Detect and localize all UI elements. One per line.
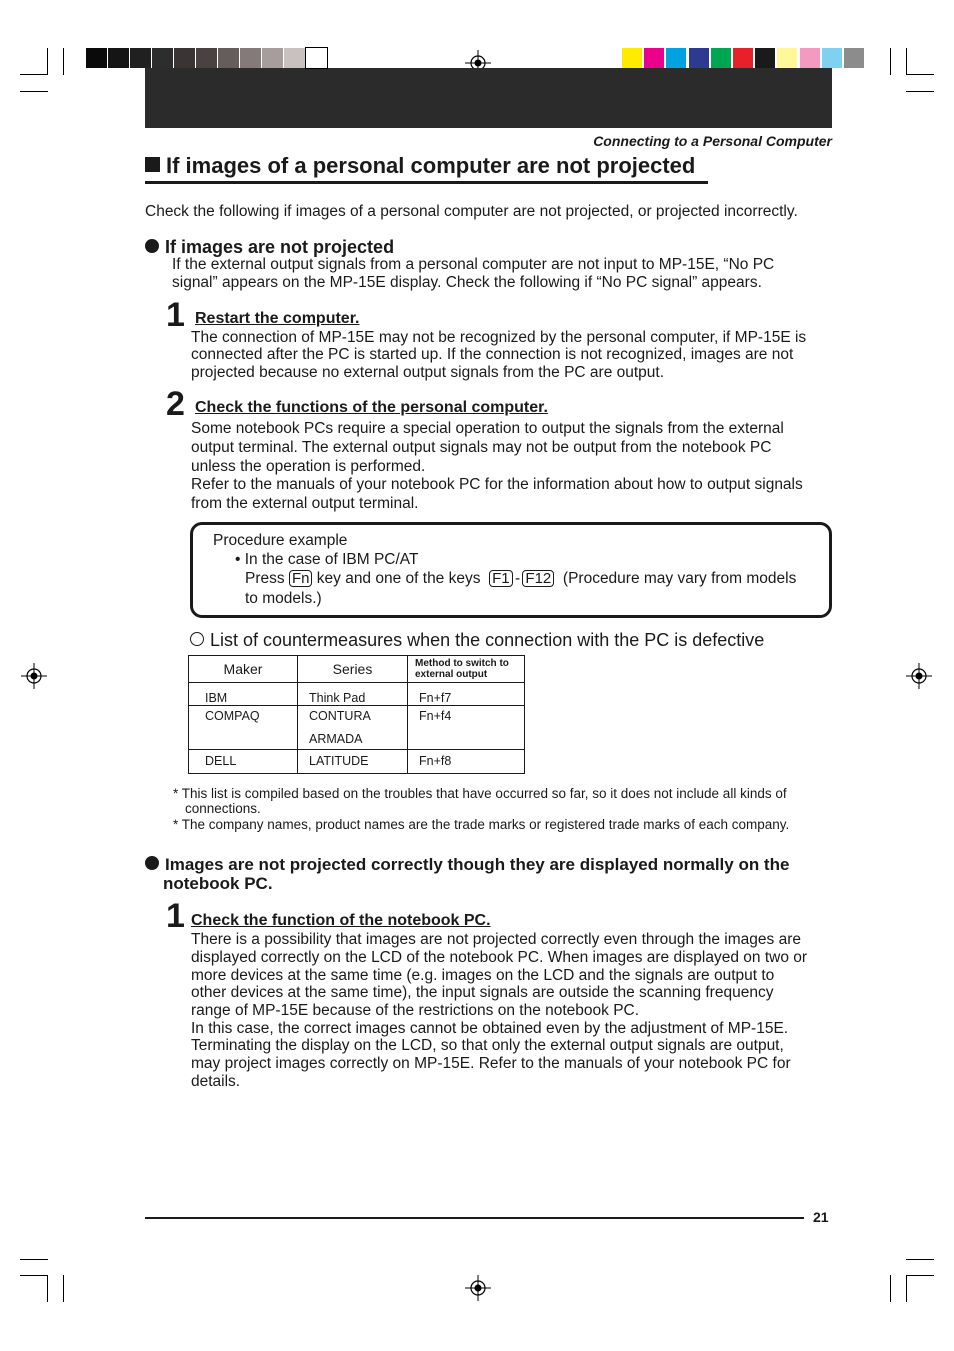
color-swatch bbox=[822, 48, 842, 68]
subheading-text: If images are not projected bbox=[165, 237, 395, 257]
f1-key: F1 bbox=[489, 570, 513, 587]
sub1-intro-line: signal” appears on the MP-15E display. Check the following if “No PC signal” appears. bbox=[172, 274, 762, 291]
section-intro: Check the following if images of a personal computer are not projected, or projected incorrectly. bbox=[145, 203, 798, 220]
crop-mark bbox=[63, 1275, 64, 1302]
cell-method bbox=[408, 706, 525, 750]
procedure-label: Procedure example bbox=[213, 532, 348, 549]
f12-key: F12 bbox=[522, 570, 554, 587]
hollow-circle-bullet-icon bbox=[190, 632, 204, 646]
crop-mark bbox=[906, 74, 934, 75]
list-heading-text: List of countermeasures when the connection with the PC is defective bbox=[210, 630, 765, 650]
step-title: Restart the computer. bbox=[195, 310, 360, 327]
step-body-line: connected after the PC is started up. If the connection is not recognized, images are not bbox=[191, 346, 794, 363]
cell-series bbox=[298, 706, 408, 750]
grayscale-swatch bbox=[108, 48, 129, 68]
grayscale-swatch bbox=[196, 48, 217, 68]
subheading-text-cont: notebook PC. bbox=[163, 874, 273, 893]
step-body-line: other devices at the same time), the input signals are outside the scanning frequency bbox=[191, 984, 774, 1001]
cell-text: IBM bbox=[205, 691, 228, 705]
crop-mark bbox=[906, 48, 907, 75]
crop-mark bbox=[20, 74, 48, 75]
cell-maker bbox=[189, 706, 298, 750]
step-number: 2 bbox=[166, 385, 185, 423]
countermeasures-table bbox=[188, 655, 525, 774]
color-swatch bbox=[711, 48, 731, 68]
grayscale-swatch bbox=[152, 48, 173, 68]
registration-mark-icon bbox=[906, 663, 932, 689]
crop-mark bbox=[890, 1275, 891, 1302]
cell-method bbox=[408, 683, 525, 706]
cell-maker bbox=[189, 683, 298, 706]
grayscale-swatch bbox=[218, 48, 239, 68]
step-number: 1 bbox=[166, 296, 185, 334]
cell-text: LATITUDE bbox=[309, 754, 369, 768]
grayscale-swatch bbox=[306, 48, 327, 68]
crop-mark bbox=[20, 1259, 48, 1260]
header-bar bbox=[145, 68, 832, 128]
step-body-line: may project images correctly on MP-15E. Refer to the manuals of your notebook PC for bbox=[191, 1055, 791, 1072]
color-swatch bbox=[733, 48, 753, 68]
cell-text: ARMADA bbox=[309, 732, 363, 746]
crop-mark bbox=[47, 48, 48, 75]
cell-text: Fn+f8 bbox=[419, 754, 452, 768]
header-maker: Maker bbox=[189, 656, 298, 683]
fn-key: Fn bbox=[289, 570, 313, 587]
color-swatch bbox=[666, 48, 686, 68]
grayscale-swatch bbox=[262, 48, 283, 68]
procedure-keys-line bbox=[245, 570, 796, 589]
color-swatch bbox=[777, 48, 797, 68]
crop-mark bbox=[20, 91, 48, 92]
step-body-line: There is a possibility that images are not projected correctly even through the images are bbox=[191, 931, 801, 948]
page-number: 21 bbox=[813, 1209, 829, 1225]
procedure-tail-2: to models.) bbox=[245, 590, 322, 607]
cell-maker bbox=[189, 750, 298, 774]
step-body-line: displayed correctly on the LCD of the notebook PC. When images are displayed on two or bbox=[191, 949, 808, 966]
grayscale-swatch bbox=[174, 48, 195, 68]
header-method-text: Method to switch to external output bbox=[415, 658, 509, 680]
table-header-row bbox=[189, 656, 525, 683]
square-bullet-icon bbox=[145, 157, 160, 172]
step-body-line: Refer to the manuals of your notebook PC for the information about how to output signals bbox=[191, 476, 803, 493]
procedure-case: • In the case of IBM PC/AT bbox=[235, 551, 419, 568]
step-body-line: more devices at the same time (e.g. images on the LCD and the signals are output to bbox=[191, 967, 775, 984]
step-body-line: projected because no external output signals from the PC are output. bbox=[191, 364, 665, 381]
step-body-line: Terminating the display on the LCD, so that only the external output signals are output, bbox=[191, 1037, 784, 1054]
crop-mark bbox=[906, 1259, 934, 1260]
footnote: * This list is compiled based on the troubles that have occurred so far, so it does not include all kinds of bbox=[173, 786, 787, 801]
cell-series bbox=[298, 750, 408, 774]
color-swatch bbox=[689, 48, 709, 68]
subheading-not-projected bbox=[145, 237, 394, 257]
grayscale-swatch bbox=[130, 48, 151, 68]
filled-circle-bullet-icon bbox=[145, 856, 159, 870]
cell-text: DELL bbox=[205, 754, 237, 768]
table-row bbox=[189, 683, 525, 706]
procedure-tail: (Procedure may vary from models bbox=[562, 570, 797, 587]
list-heading bbox=[190, 629, 764, 651]
cell-text: CONTURA bbox=[309, 709, 371, 723]
crop-mark bbox=[20, 1275, 48, 1276]
step-body-line: The connection of MP-15E may not be recognized by the personal computer, if MP-15E is bbox=[191, 329, 807, 346]
cell-series bbox=[298, 683, 408, 706]
step-title: Check the functions of the personal computer. bbox=[195, 399, 548, 416]
step-title: Check the function of the notebook PC. bbox=[191, 912, 491, 929]
cell-text: COMPAQ bbox=[205, 709, 260, 723]
subheading-not-correct bbox=[145, 855, 789, 875]
table-row bbox=[189, 750, 525, 774]
registration-mark-icon bbox=[465, 1275, 491, 1301]
header-method bbox=[408, 656, 525, 683]
grayscale-swatch bbox=[86, 48, 107, 68]
crop-mark bbox=[906, 91, 934, 92]
crop-mark bbox=[890, 48, 891, 75]
crop-mark bbox=[63, 48, 64, 75]
crop-mark bbox=[906, 1275, 907, 1302]
subheading-text: Images are not projected correctly though they are displayed normally on the bbox=[165, 855, 790, 874]
section-title-text: If images of a personal computer are not projected bbox=[166, 153, 696, 178]
key-dash: - bbox=[514, 570, 521, 587]
color-swatch bbox=[844, 48, 864, 68]
sub1-intro-line: If the external output signals from a personal computer are not input to MP-15E, “No PC bbox=[172, 256, 775, 273]
color-swatch bbox=[644, 48, 664, 68]
footnote: * The company names, product names are the trade marks or registered trade marks of each company. bbox=[173, 817, 790, 832]
cell-text: Fn+f4 bbox=[419, 709, 452, 723]
grayscale-swatch bbox=[284, 48, 305, 68]
cell-method bbox=[408, 750, 525, 774]
footer-rule bbox=[145, 1217, 804, 1219]
step-body-line: range of MP-15E because of the restrictions on the notebook PC. bbox=[191, 1002, 640, 1019]
footnote: connections. bbox=[185, 801, 261, 816]
color-swatch bbox=[755, 48, 775, 68]
section-title bbox=[145, 153, 708, 184]
registration-mark-icon bbox=[21, 663, 47, 689]
mid-text: key and one of the keys bbox=[316, 570, 481, 587]
color-swatch bbox=[622, 48, 642, 68]
header-series: Series bbox=[298, 656, 408, 683]
running-head: Connecting to a Personal Computer bbox=[593, 133, 832, 149]
filled-circle-bullet-icon bbox=[145, 239, 159, 253]
table-row bbox=[189, 706, 525, 750]
step-body-line: Some notebook PCs require a special operation to output the signals from the external bbox=[191, 420, 784, 437]
color-swatch bbox=[800, 48, 820, 68]
grayscale-swatch bbox=[240, 48, 261, 68]
step-number: 1 bbox=[166, 897, 185, 935]
step-body-line: from the external output terminal. bbox=[191, 495, 419, 512]
cell-text: Fn+f7 bbox=[419, 691, 452, 705]
cell-text: Think Pad bbox=[309, 691, 366, 705]
step-body-line: In this case, the correct images cannot be obtained even by the adjustment of MP-15E. bbox=[191, 1020, 789, 1037]
step-body-line: output terminal. The external output signals may not be output from the notebook PC bbox=[191, 439, 772, 456]
crop-mark bbox=[47, 1275, 48, 1302]
step-body-line: details. bbox=[191, 1073, 241, 1090]
step-body-line: unless the operation is performed. bbox=[191, 458, 426, 475]
press-text: Press bbox=[245, 570, 285, 587]
crop-mark bbox=[906, 1275, 934, 1276]
